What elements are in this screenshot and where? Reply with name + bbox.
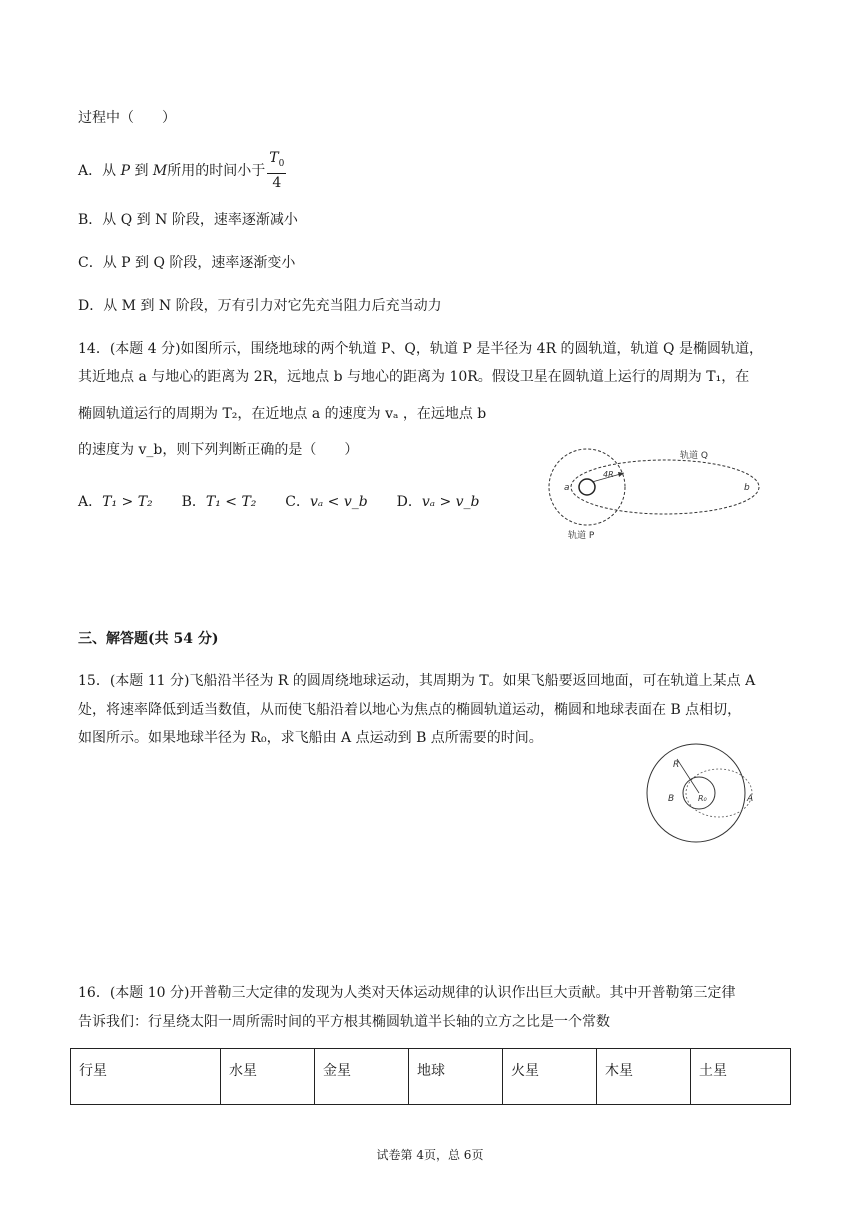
radius-label: 4R — [603, 470, 614, 479]
table-header-cell: 木星 — [597, 1049, 691, 1105]
point-b-label: b — [744, 483, 750, 493]
label-a: A — [747, 794, 754, 804]
orbit-q-label: 轨道 Q — [680, 451, 708, 461]
q13-option-b: B．从 Q 到 N 阶段，速率逐渐减小 — [78, 212, 298, 228]
fraction-t0-over-4: $\frac{T_0}{4}$ — [269, 150, 285, 191]
q14-text-line1: 14．(本题 4 分)如图所示，围绕地球的两个轨道 P、Q，轨道 P 是半径为 4R 的圆轨道，轨道 Q 是椭圆轨道， — [78, 341, 763, 357]
q16-text-line2: 告诉我们：行星绕太阳一周所需时间的平方根其椭圆轨道半长轴的立方之比是一个常数 — [78, 1014, 610, 1030]
table-header-cell: 水星 — [221, 1049, 315, 1105]
q13-option-c: C．从 P 到 Q 阶段，速率逐渐变小 — [78, 255, 296, 271]
q15-text-line2: 处，将速率降低到适当数值，从而使飞船沿着以地心为焦点的椭圆轨道运动，椭圆和地球表面在 B 点相切， — [78, 702, 742, 718]
q13-option-d: D．从 M 到 N 阶段，万有引力对它先充当阻力后充当动力 — [78, 298, 442, 314]
q14-text-line3: 椭圆轨道运行的周期为 T₂，在近地点 a 的速度为 vₐ ，在远地点 b — [78, 406, 487, 422]
q15-orbit-diagram — [640, 740, 760, 845]
q14-text-line4: 的速度为 v_b，则下列判断正确的是（ ） — [78, 442, 359, 458]
label-b: B — [668, 794, 675, 804]
q14-option-b: B．T₁ < T₂ — [181, 494, 257, 510]
q13-option-a: A．从 P 到 M所用的时间小于 $\frac{T_0}{4}$ — [78, 150, 285, 191]
orbit-p-circle — [549, 449, 625, 525]
orbit-q-ellipse — [571, 460, 759, 514]
earth-circle — [579, 479, 595, 495]
table-header-cell: 行星 — [71, 1049, 221, 1105]
q14-option-a: A．T₁ > T₂ — [78, 494, 153, 510]
table-header-cell: 金星 — [315, 1049, 409, 1105]
orbit-p-label: 轨道 P — [568, 531, 595, 541]
table-header-cell: 地球 — [409, 1049, 503, 1105]
q14-option-c: C．vₐ < v_b — [285, 494, 368, 510]
radius-line — [677, 759, 699, 793]
label-r0: R₀ — [698, 794, 707, 803]
planets-table — [70, 1048, 791, 1105]
q14-option-d: D．vₐ > v_b — [396, 494, 480, 510]
point-a-label: a — [564, 483, 570, 493]
q14-options — [78, 492, 480, 512]
q16-text-line1: 16．(本题 10 分)开普勒三大定律的发现为人类对天体运动规律的认识作出巨大贡献。其中开普勒第三定律 — [78, 985, 736, 1001]
label-r: R — [673, 760, 680, 770]
table-header-cell: 火星 — [503, 1049, 597, 1105]
table-header-cell: 土星 — [691, 1049, 791, 1105]
q13-intro: 过程中（ ） — [78, 110, 176, 126]
q14-orbit-diagram — [540, 440, 780, 545]
orbit-circle — [647, 744, 745, 842]
q14-text-line2: 其近地点 a 与地心的距离为 2R，远地点 b 与地心的距离为 10R。假设卫星在圆轨道上运行的周期为 T₁，在 — [78, 369, 750, 385]
section-3-title: 三、解答题(共 54 分) — [78, 631, 219, 647]
q15-text-line3: 如图所示。如果地球半径为 R₀，求飞船由 A 点运动到 B 点所需要的时间。 — [78, 730, 543, 746]
page-footer: 试卷第 4页，总 6页 — [376, 1148, 484, 1162]
table-row — [71, 1049, 791, 1105]
q15-text-line1: 15．(本题 11 分)飞船沿半径为 R 的圆周绕地球运动，其周期为 T。如果飞船要返回地面，可在轨道上某点 A — [78, 673, 756, 689]
